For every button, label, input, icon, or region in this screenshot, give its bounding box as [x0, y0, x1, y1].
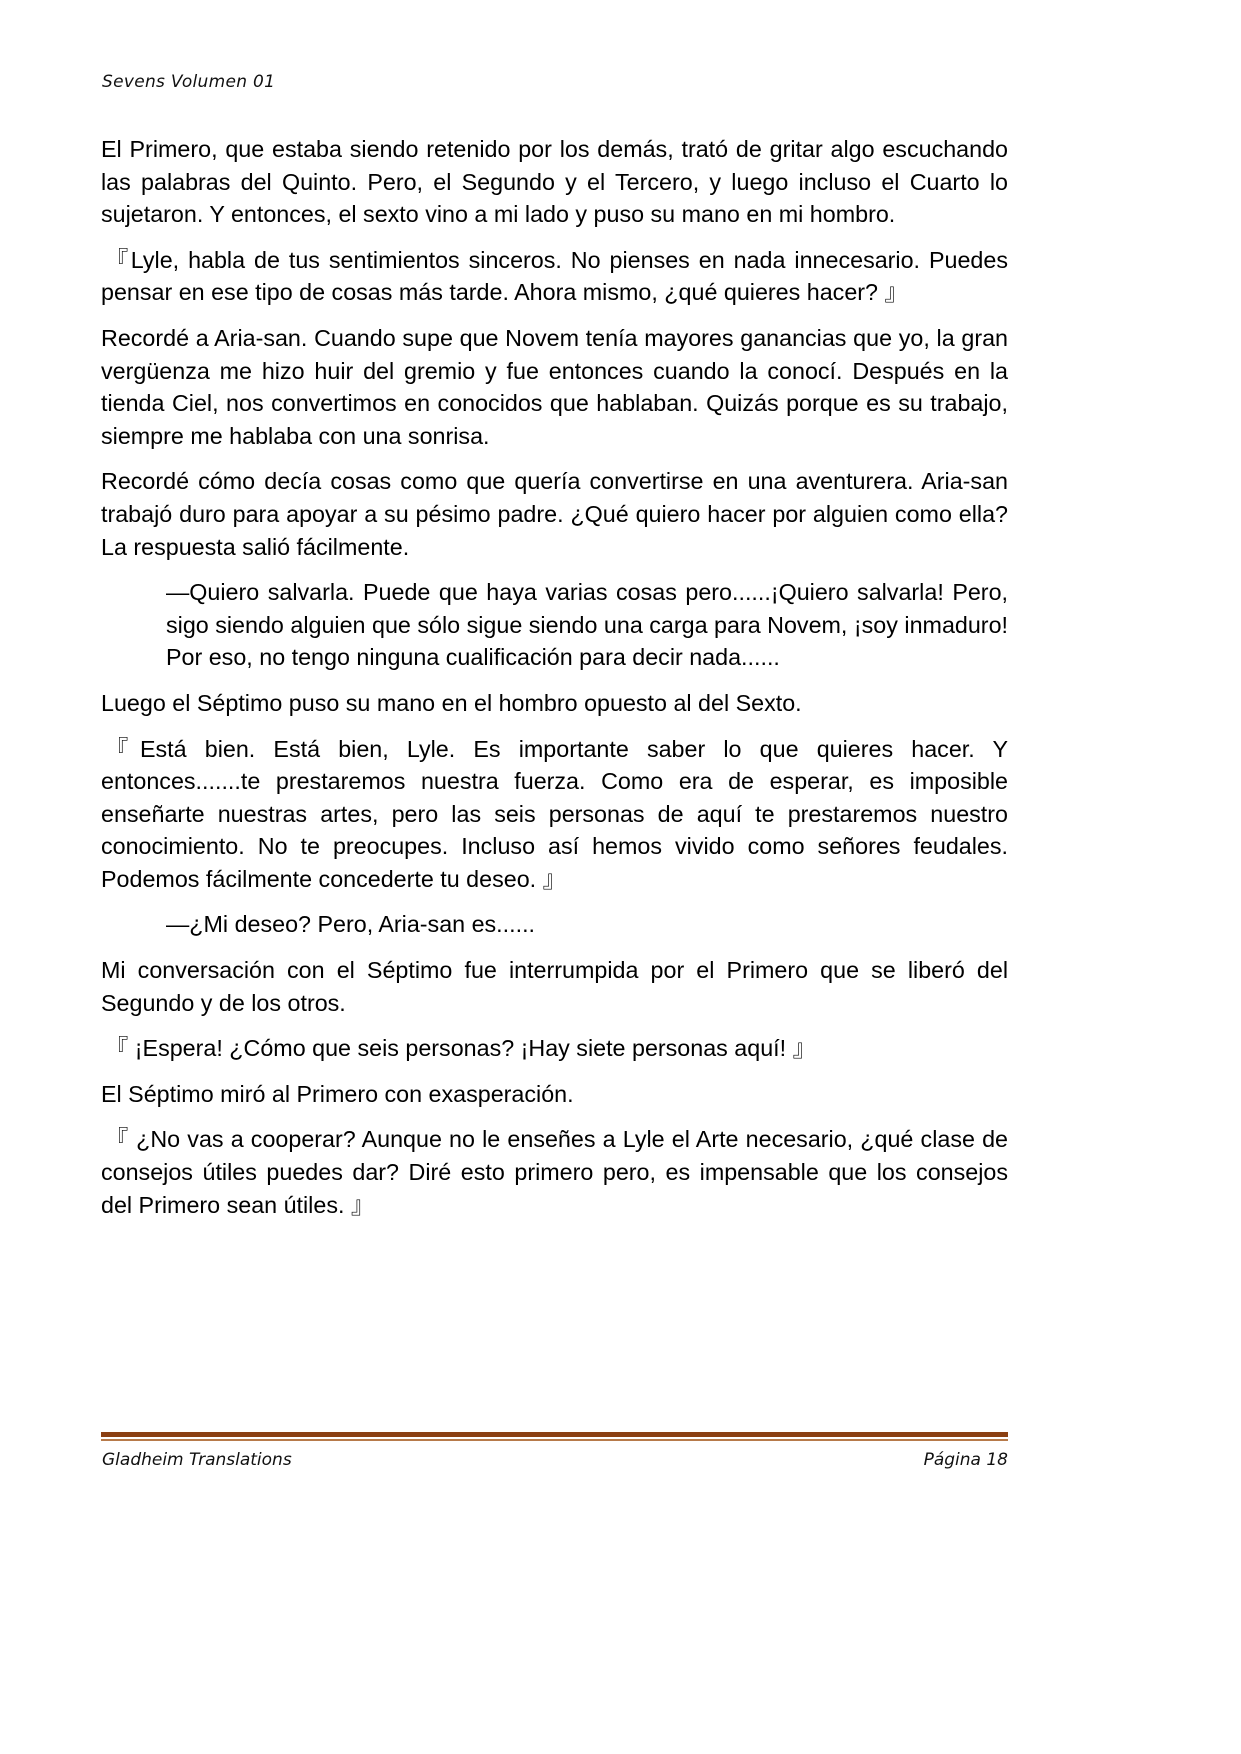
paragraph-narration: Recordé a Aria-san. Cuando supe que Novem tenía mayores ganancias que yo, la gran vergüenza me hizo huir del gremio y fue entonces cuando la conocí. Después en la tienda Ciel, nos convertimos en conocidos que hablaban. Quizás porque es su trabajo, siempre me hablaba con una sonrisa. — [101, 324, 1008, 449]
paragraph-narration: Mi conversación con el Séptimo fue interrumpida por el Primero que se liberó del Segundo y de los otros. — [101, 957, 1008, 1016]
body-text — [101, 133, 1008, 1234]
footer-publisher: Gladheim Translations — [102, 1450, 292, 1470]
paragraph-narration: El Primero, que estaba siendo retenido por los demás, trató de gritar algo escuchando las palabras del Quinto. Pero, el Segundo y el Tercero, y luego incluso el Cuarto lo sujetaron. Y entonces, el sexto vino a mi lado y puso su mano en mi hombro. — [101, 136, 1008, 228]
paragraph-dialogue: 『Lyle, habla de tus sentimientos sinceros. No pienses en nada innecesario. Puedes pensar en ese tipo de cosas más tarde. Ahora mismo, ¿qué quieres hacer? 』 — [101, 246, 1008, 306]
paragraph-narration: Recordé cómo decía cosas como que quería convertirse en una aventurera. Aria-san trabajó duro para apoyar a su pésimo padre. ¿Qué quiero hacer por alguien como ella? La respuesta salió fácilmente. — [101, 468, 1008, 560]
paragraph-narration: El Séptimo miró al Primero con exasperación. — [101, 1080, 574, 1107]
paragraph-dialogue: 『Está bien. Está bien, Lyle. Es importante saber lo que quieres hacer. Y entonces.......te prestaremos nuestra fuerza. Como era de esperar, es imposible enseñarte nuestras artes, pero las seis personas de aquí te prestaremos nuestro conocimiento. No te preocupes. Incluso así hemos vivido como señores feudales. Podemos fácilmente concederte tu deseo. 』 — [101, 735, 1008, 892]
footer-rule — [101, 1432, 1008, 1441]
paragraph-dialogue: 『 ¡Espera! ¿Cómo que seis personas? ¡Hay siete personas aquí! 』 — [105, 1035, 816, 1062]
paragraph-thought: —Quiero salvarla. Puede que haya varias cosas pero......¡Quiero salvarla! Pero, sigo siendo alguien que sólo sigue siendo una carga para Novem, ¡soy inmaduro! Por eso, no tengo ninguna cualificación para decir nada...... — [166, 579, 1008, 671]
running-header: Sevens Volumen 01 — [102, 72, 276, 92]
paragraph-narration: Luego el Séptimo puso su mano en el hombro opuesto al del Sexto. — [101, 689, 802, 716]
footer-rule-thin — [101, 1439, 1008, 1441]
paragraph-thought: —¿Mi deseo? Pero, Aria-san es...... — [166, 911, 536, 938]
paragraph-dialogue: 『 ¿No vas a cooperar? Aunque no le enseñes a Lyle el Arte necesario, ¿qué clase de consejos útiles puedes dar? Diré esto primero pero, es impensable que los consejos del Primero sean útiles. 』 — [101, 1126, 1008, 1218]
footer-page-number: Página 18 — [923, 1450, 1008, 1470]
